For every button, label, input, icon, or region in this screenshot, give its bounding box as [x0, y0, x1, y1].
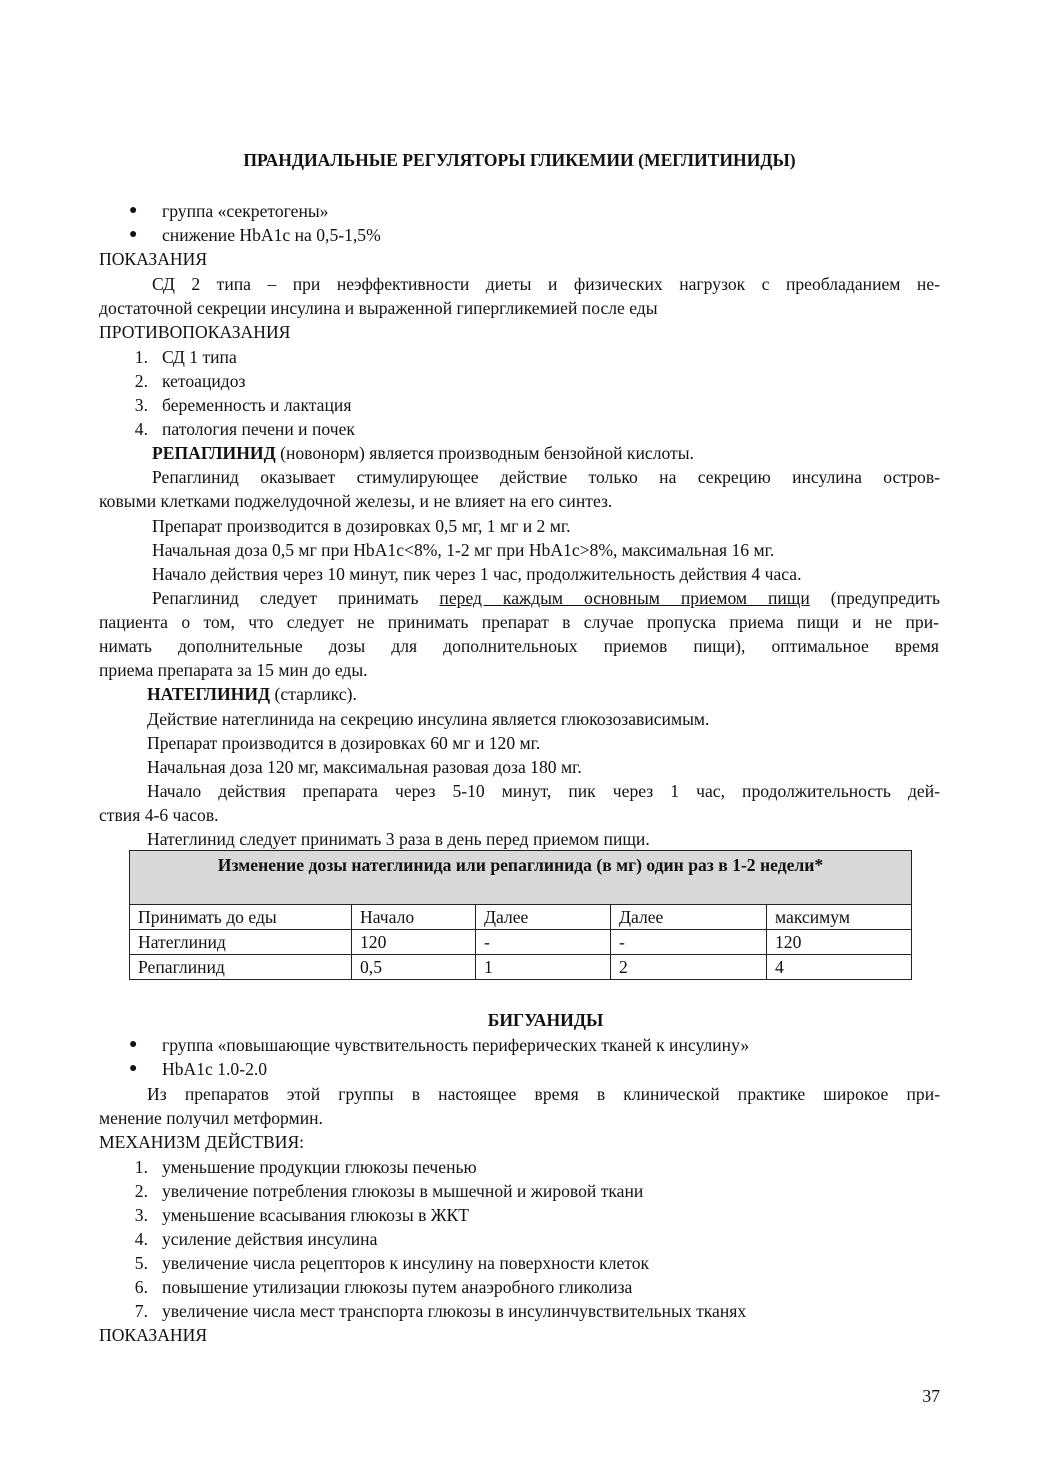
list-item: повышение утилизации глюкозы путем анаэробного гликолиза	[162, 1277, 633, 1297]
list-item: беременность и лактация	[162, 395, 352, 415]
list-number: 4.	[134, 1229, 148, 1249]
list-item: увеличение числа рецепторов к инсулину на поверхности клеток	[162, 1253, 650, 1273]
table-header-cell: максимум	[767, 905, 912, 930]
list-number: 3.	[134, 395, 148, 415]
bullet-item: HbA1c 1.0-2.0	[162, 1059, 268, 1079]
list-number: 7.	[134, 1301, 148, 1321]
paragraph-line: Натеглинид следует принимать 3 раза в день перед приемом пищи.	[147, 829, 650, 849]
paragraph-line: СД 2 типа – при неэффективности диеты и физических нагрузок с преобладанием не-	[152, 274, 940, 294]
bullet-icon: ●	[129, 1037, 138, 1052]
table-header-row	[130, 905, 912, 930]
list-item: кетоацидоз	[162, 371, 246, 391]
paragraph-text: (старликс).	[270, 684, 357, 704]
paragraph-line	[152, 586, 940, 610]
section-title-meglitinides: ПРАНДИАЛЬНЫЕ РЕГУЛЯТОРЫ ГЛИКЕМИИ (МЕГЛИТИНИДЫ)	[243, 150, 796, 170]
table-header-cell: Далее	[611, 905, 767, 930]
bullet-icon: ●	[129, 203, 138, 218]
table-cell: Натеглинид	[130, 930, 352, 955]
paragraph-line: Начальная доза 0,5 мг при HbA1c<8%, 1-2 мг при HbA1c>8%, максимальная 16 мг.	[152, 540, 775, 560]
bullet-item: группа «секретогены»	[162, 201, 329, 221]
table-header-cell: Далее	[476, 905, 611, 930]
paragraph-line: нимать дополнительные дозы для дополнительноых приемов пищи), оптимальное время	[99, 636, 939, 656]
table-cell: 4	[767, 955, 912, 980]
paragraph-line: ковыми клетками поджелудочной железы, и не влияет на его синтез.	[99, 491, 613, 511]
list-item: увеличение потребления глюкозы в мышечной и жировой ткани	[162, 1181, 644, 1201]
table-header-cell: Принимать до еды	[130, 905, 352, 930]
paragraph-text: (новонорм) является производным бензойной кислоты.	[275, 443, 694, 463]
list-number: 2.	[134, 371, 148, 391]
paragraph-line: Начало действия препарата через 5-10 минут, пик через 1 час, продолжительность дей-	[147, 781, 940, 801]
nateglinide-intro	[147, 682, 357, 706]
table-cell: 120	[767, 930, 912, 955]
paragraph-line: достаточной секреции инсулина и выраженной гипергликемией после еды	[99, 298, 658, 318]
table-caption: Изменение дозы натеглинида или репаглинида (в мг) один раз в 1-2 недели*	[130, 851, 912, 905]
bullet-icon: ●	[129, 1061, 138, 1076]
paragraph-line: Препарат производится в дозировках 60 мг и 120 мг.	[147, 733, 541, 753]
list-item: уменьшение продукции глюкозы печенью	[162, 1157, 477, 1177]
table-cell: Репаглинид	[130, 955, 352, 980]
dose-table	[129, 850, 912, 980]
bullet-item: снижение HbA1c на 0,5-1,5%	[162, 225, 381, 245]
section-title-biguanides: БИГУАНИДЫ	[487, 1010, 604, 1030]
list-item: патология печени и почек	[162, 419, 355, 439]
list-item: СД 1 типа	[162, 347, 237, 367]
drug-name: РЕПАГЛИНИД	[152, 443, 276, 463]
paragraph-text: Репаглинид следует принимать	[152, 588, 440, 608]
table-cell: 1	[476, 955, 611, 980]
table-caption-row	[130, 851, 912, 905]
drug-name: НАТЕГЛИНИД	[147, 684, 271, 704]
paragraph-line: менение получил метформин.	[99, 1108, 323, 1128]
table-header-cell: Начало	[352, 905, 476, 930]
list-number: 6.	[134, 1277, 148, 1297]
table-cell: -	[611, 930, 767, 955]
list-item: увеличение числа мест транспорта глюкозы в инсулинчувствительных тканях	[162, 1301, 747, 1321]
heading-mechanism: МЕХАНИЗМ ДЕЙСТВИЯ:	[99, 1132, 305, 1152]
paragraph-line: приема препарата за 15 мин до еды.	[99, 660, 368, 680]
underlined-text: перед каждым основным приемом пищи	[439, 588, 810, 608]
list-number: 1.	[134, 347, 148, 367]
table-cell: 120	[352, 930, 476, 955]
paragraph-line: ствия 4-6 часов.	[99, 805, 219, 825]
paragraph-line: Начало действия через 10 минут, пик через 1 час, продолжительность действия 4 часа.	[152, 564, 802, 584]
paragraph-text: (предупредить	[809, 588, 940, 608]
heading-contraindications: ПРОТИВОПОКАЗАНИЯ	[99, 322, 291, 342]
table-cell: 0,5	[352, 955, 476, 980]
list-number: 3.	[134, 1205, 148, 1225]
page-number: 37	[922, 1386, 940, 1406]
list-number: 5.	[134, 1253, 148, 1273]
table-cell: -	[476, 930, 611, 955]
heading-indications: ПОКАЗАНИЯ	[99, 249, 208, 269]
bullet-icon: ●	[129, 227, 138, 242]
paragraph-line: Начальная доза 120 мг, максимальная разовая доза 180 мг.	[147, 757, 582, 777]
bullet-item: группа «повышающие чувствительность периферических тканей к инсулину»	[162, 1035, 750, 1055]
list-item: уменьшение всасывания глюкозы в ЖКТ	[162, 1205, 470, 1225]
list-number: 2.	[134, 1181, 148, 1201]
repaglinide-intro	[152, 441, 694, 465]
table-row	[130, 955, 912, 980]
paragraph-line: Репаглинид оказывает стимулирующее действие только на секрецию инсулина остров-	[152, 467, 940, 487]
table-row	[130, 930, 912, 955]
paragraph-line: Действие натеглинида на секрецию инсулина является глюкозозависимым.	[147, 709, 710, 729]
list-item: усиление действия инсулина	[162, 1229, 378, 1249]
paragraph-line: пациента о том, что следует не принимать препарат в случае пропуска приема пищи и не при-	[99, 612, 939, 632]
table-cell: 2	[611, 955, 767, 980]
heading-indications: ПОКАЗАНИЯ	[99, 1325, 208, 1345]
paragraph-line: Из препаратов этой группы в настоящее время в клинической практике широкое при-	[147, 1084, 940, 1104]
paragraph-line: Препарат производится в дозировках 0,5 мг, 1 мг и 2 мг.	[152, 516, 571, 536]
list-number: 4.	[134, 419, 148, 439]
list-number: 1.	[134, 1157, 148, 1177]
